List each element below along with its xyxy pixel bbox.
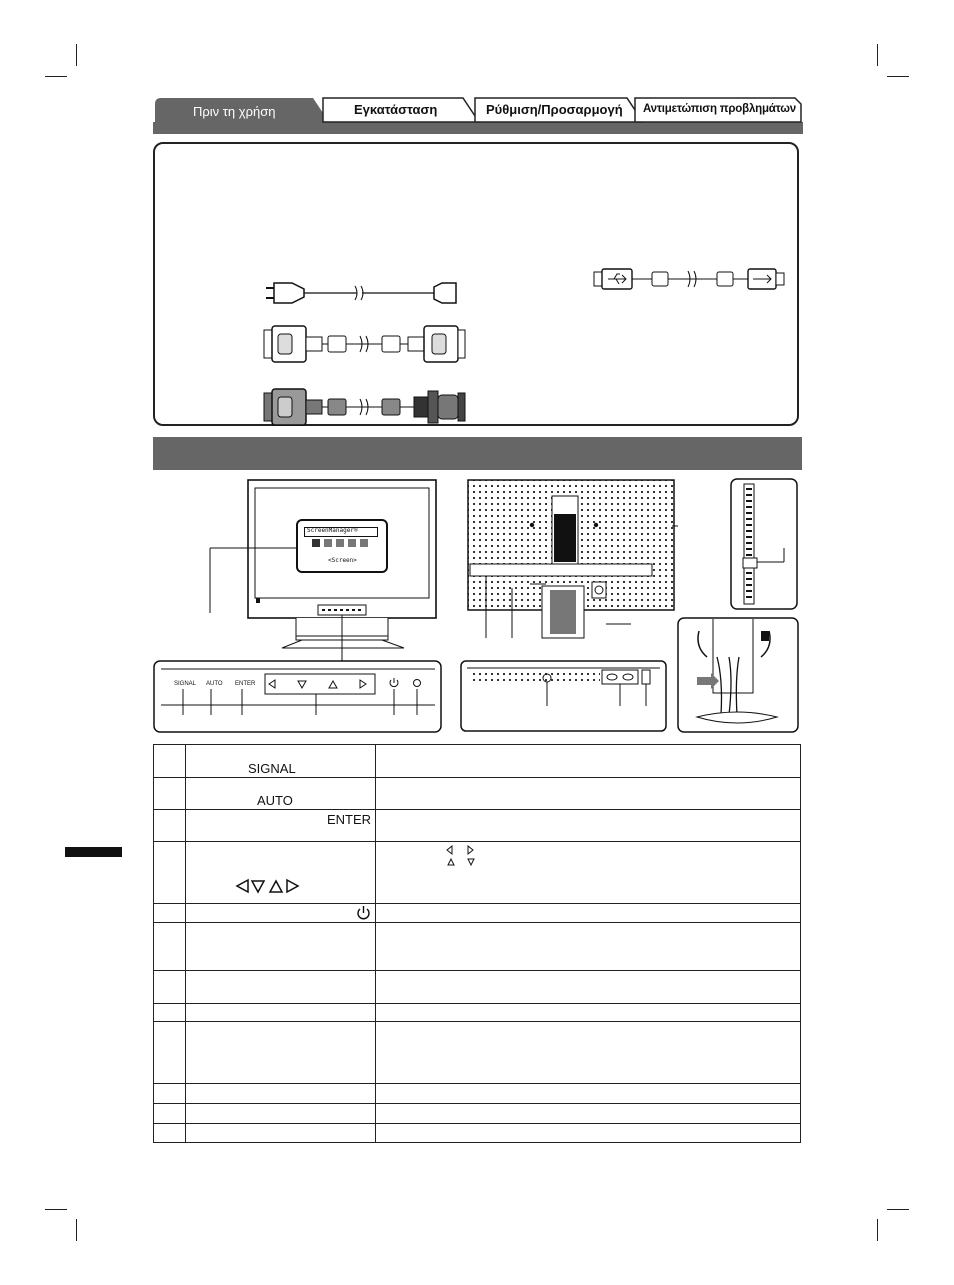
up-arrow-icon: [448, 859, 454, 865]
row-name-cell: [186, 971, 376, 1004]
table-row: [154, 1004, 801, 1022]
screenmanager-menu-inset: [296, 519, 388, 573]
tab-baseline-bar: [153, 122, 803, 134]
row-desc-cell: [376, 1004, 801, 1022]
row-name-cell: [186, 923, 376, 971]
row-number-cell: [154, 1084, 186, 1104]
down-arrow-icon: [252, 881, 264, 892]
row-name-cell: [186, 778, 376, 810]
front-label-enter: ENTER: [235, 681, 256, 687]
table-row: [154, 904, 801, 923]
tab-troubleshooting[interactable]: Αντιμετώπιση προβλημάτων: [643, 103, 796, 115]
dvi-dsub-cable-illustration: [262, 387, 467, 427]
crop-mark: [887, 1209, 909, 1210]
row-desc-cell: [376, 745, 801, 778]
row-name-cell: [186, 904, 376, 923]
row-desc-cell: [376, 810, 801, 842]
row-desc-cell: [376, 1022, 801, 1084]
row-number-cell: [154, 1004, 186, 1022]
row-name-cell: [186, 842, 376, 904]
dvi-cable-illustration: [262, 324, 467, 364]
front-label-signal: SIGNAL: [174, 681, 197, 687]
tab-before-use[interactable]: Πριν τη χρήση: [193, 104, 276, 119]
table-row: [154, 1124, 801, 1143]
crop-mark: [45, 76, 67, 77]
row-desc-cell: [376, 1084, 801, 1104]
right-arrow-icon: [287, 880, 298, 892]
row-name-cell: [186, 1124, 376, 1143]
row-number-cell: [154, 778, 186, 810]
side-panel-detail: [730, 478, 800, 611]
crop-mark: [887, 76, 909, 77]
crop-mark: [76, 1219, 77, 1241]
row-number-cell: [154, 1104, 186, 1124]
row-name-cell: [186, 1022, 376, 1084]
rear-monitor-illustration: [466, 478, 678, 643]
section-header-bar: [153, 437, 802, 470]
row-number-cell: [154, 923, 186, 971]
row-desc-cell: [376, 1104, 801, 1124]
front-button-panel: [153, 660, 443, 735]
signal-label: SIGNAL: [248, 761, 296, 776]
row-name-cell: [186, 1104, 376, 1124]
left-arrow-icon: [447, 846, 452, 854]
up-arrow-icon: [270, 881, 282, 892]
power-cord-illustration: [262, 278, 462, 308]
row-number-cell: [154, 971, 186, 1004]
table-row: [154, 842, 801, 904]
down-arrow-icon: [468, 859, 474, 865]
table-row: [154, 1084, 801, 1104]
row-desc-cell: [376, 904, 801, 923]
row-number-cell: [154, 904, 186, 923]
table-row: [154, 923, 801, 971]
table-row: [154, 1104, 801, 1124]
menu-caption: <Screen>: [328, 557, 357, 564]
crop-mark: [45, 1209, 67, 1210]
arrow-keys-symbols: [234, 877, 304, 895]
power-icon: [356, 905, 371, 921]
row-desc-cell: [376, 842, 801, 904]
row-number-cell: [154, 745, 186, 778]
crop-mark: [877, 44, 878, 66]
cable-holder-detail: [677, 617, 799, 733]
row-number-cell: [154, 842, 186, 904]
row-desc-cell: [376, 778, 801, 810]
row-name-cell: [186, 1004, 376, 1022]
usb-cable-illustration: [592, 266, 788, 292]
table-row: [154, 810, 801, 842]
row-number-cell: [154, 1022, 186, 1084]
row-name-cell: [186, 745, 376, 778]
row-name-cell: [186, 810, 376, 842]
front-label-auto: AUTO: [206, 681, 223, 687]
rear-connector-panel: [460, 660, 668, 732]
controls-table: [153, 744, 801, 1143]
auto-label: AUTO: [257, 793, 293, 808]
left-arrow-icon: [237, 880, 248, 892]
table-row: [154, 1022, 801, 1084]
row-name-cell: [186, 1084, 376, 1104]
tab-installation[interactable]: Εγκατάσταση: [354, 102, 438, 117]
row-desc-cell: [376, 923, 801, 971]
table-row: [154, 971, 801, 1004]
arrow-keys-inline-symbols: [444, 844, 484, 868]
row-number-cell: [154, 1124, 186, 1143]
menu-icons: [312, 538, 372, 550]
table-row: [154, 778, 801, 810]
crop-mark: [877, 1219, 878, 1241]
row-desc-cell: [376, 1124, 801, 1143]
section-tabs: [153, 96, 803, 136]
crop-mark: [76, 44, 77, 66]
menu-title: ScreenManager®: [307, 527, 358, 534]
right-arrow-icon: [468, 846, 473, 854]
table-row: [154, 745, 801, 778]
menu-title-bar: [304, 527, 378, 537]
thumb-tab-marker: [65, 847, 122, 857]
enter-label: ENTER: [327, 812, 372, 827]
row-desc-cell: [376, 971, 801, 1004]
row-number-cell: [154, 810, 186, 842]
tab-settings[interactable]: Ρύθμιση/Προσαρμογή: [486, 102, 623, 117]
